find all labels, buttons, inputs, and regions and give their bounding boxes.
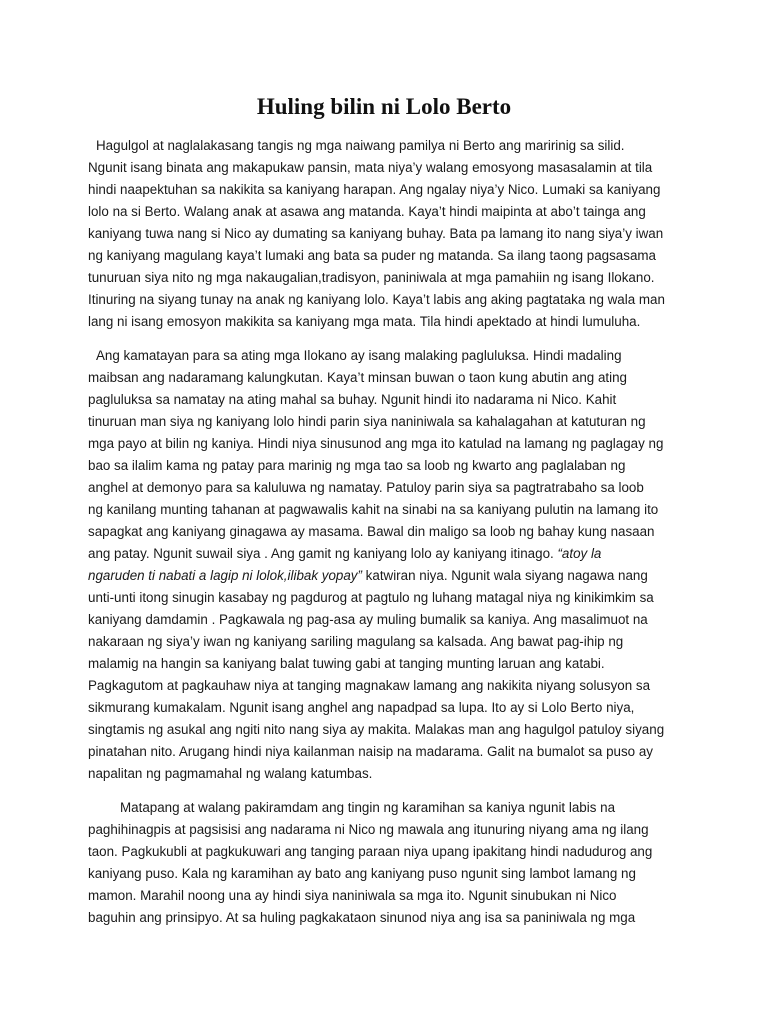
text-line: kaniyang damdamin . Pagkawala ng pag-asa ay muling bumalik sa kaniya. Ang masalimuot na xyxy=(88,612,648,627)
text-line: tinuruan man siya ng kaniyang lolo hindi parin siya naniniwala sa kahalagahan at katuturan ng xyxy=(88,414,646,429)
text-line: ng kaniyang magulang kaya’t lumaki ang bata sa puder ng matanda. Sa ilang taong pagsasama xyxy=(88,248,656,263)
text-line: bao sa ilalim kama ng patay para marinig ng mga tao sa loob ng kwarto ang paglalaban ng xyxy=(88,458,626,473)
page-title: Huling bilin ni Lolo Berto xyxy=(256,94,512,119)
text-line: singtamis ng asukal ang ngiti nito nang siya ay makita. Malakas man ang hagulgol patuloy siyang xyxy=(88,722,665,737)
text-line: taon. Pagkukubli at pagkukuwari ang tanging paraan niya upang ipakitang hindi nadudurog ang xyxy=(88,844,653,859)
text-line: mga payo at bilin ng kaniya. Hindi niya sinusunod ang mga ito katulad na lamang ng paglagay ng xyxy=(88,436,664,451)
text-line: Itinuring na siyang tunay na anak ng kaniyang lolo. Kaya’t labis ang aking pagtataka ng wala man xyxy=(88,292,665,307)
text-line xyxy=(88,543,688,565)
text-line: mamon. Marahil noong una ay hindi siya naniniwala sa mga ito. Ngunit sinubukan ni Nico xyxy=(88,888,617,903)
text-line: lang ni isang emosyon makikita sa kaniyang mga mata. Tila hindi apektado at hindi lumuluha. xyxy=(88,314,641,329)
text-line: Hagulgol at naglalakasang tangis ng mga naiwang pamilya ni Berto ang maririnig sa silid. xyxy=(96,138,625,153)
text-line: napalitan ng pagmamahal ng walang katumbas. xyxy=(88,766,373,781)
paragraph-2 xyxy=(88,345,688,785)
text-line: Ang kamatayan para sa ating mga Ilokano ay isang malaking pagluluksa. Hindi madaling xyxy=(96,348,622,363)
text-line: maibsan ang nadaramang kalungkutan. Kaya’t minsan buwan o taon kung abutin ang ating xyxy=(88,370,627,385)
text-line: kaniyang puso. Kala ng karamihan ay bato ang kaniyang puso ngunit sing lambot lamang ng xyxy=(88,866,636,881)
text-line: baguhin ang prinsipyo. At sa huling pagkakataon sinunod niya ang isa sa paniniwala ng mga xyxy=(88,910,636,925)
text-line: sapagkat ang kaniyang ginagawa ay masama. Bawal din maligo sa loob ng bahay kung nasaan xyxy=(88,524,655,539)
document-body xyxy=(88,135,688,941)
text-line: Pagkagutom at pagkauhaw niya at tanging magnakaw lamang ang nakikita niyang solusyon sa xyxy=(88,678,651,693)
paragraph-1 xyxy=(88,135,688,333)
text-line xyxy=(88,565,688,587)
text-line: tunuruan siya nito ng mga nakaugalian,tradisyon, paniniwala at mga pamahiin ng isang Ilokano. xyxy=(88,270,655,285)
text-line: lolo na si Berto. Walang anak at asawa ang matanda. Kaya’t hindi maipinta at abo’t tainga ang xyxy=(88,204,646,219)
text-line: paghihinagpis at pagsisisi ang nadarama ni Nico ng mawala ang itunuring niyang ama ng ilang xyxy=(88,822,649,837)
text-segment: ang patay. Ngunit suwail siya . Ang gamit ng kaniyang lolo ay kaniyang itinago. xyxy=(88,546,558,561)
paragraph-3 xyxy=(88,797,688,929)
text-line: unti-unti itong sinugin kasabay ng pagdurog at pagtulo ng luhang matagal niya ng kinikimkim sa xyxy=(88,590,654,605)
text-line: pinatahan nito. Arugang hindi niya kailanman naisip na madarama. Galit na bumalot sa puso ay xyxy=(88,744,653,759)
text-line: nakaraan ng siya’y iwan ng kaniyang sariling magulang sa kalsada. Ang bawat pag-ihip ng xyxy=(88,634,624,649)
text-segment: katwiran niya. Ngunit wala siyang nagawa nang xyxy=(361,568,648,583)
text-line: Ngunit isang binata ang makapukaw pansin, mata niya’y walang emosyong masasalamin at tila xyxy=(88,160,653,175)
text-line: kaniyang tuwa nang si Nico ay dumating sa kaniyang buhay. Bata pa lamang ito nang siya’y iwan xyxy=(88,226,664,241)
text-line: hindi naapektuhan sa nakikita sa kaniyang harapan. Ang ngalay niya’y Nico. Lumaki sa kaniyang xyxy=(88,182,661,197)
ilokano-quote: ngaruden ti nabati a lagip ni lolok,ilibak yopay” xyxy=(88,568,362,583)
ilokano-quote: “atoy la xyxy=(557,546,602,561)
text-line: anghel at demonyo para sa kaluluwa ng namatay. Patuloy parin siya sa pagtratrabaho sa loob xyxy=(88,480,644,495)
text-line: ng kanilang munting tahanan at pagwawalis kahit na sinabi na sa kaniyang pulutin na lamang ito xyxy=(88,502,659,517)
text-line: sikmurang kumakalam. Ngunit isang anghel ang napadpad sa lupa. Ito ay si Lolo Berto niya, xyxy=(88,700,635,715)
text-line: Matapang at walang pakiramdam ang tingin ng karamihan sa kaniya ngunit labis na xyxy=(120,800,616,815)
text-line: malamig na hangin sa kaniyang balat tuwing gabi at tanging munting laruan ang katabi. xyxy=(88,656,605,671)
text-line: pagluluksa sa namatay na ating mahal sa buhay. Ngunit hindi ito nadarama ni Nico. Kahit xyxy=(88,392,617,407)
